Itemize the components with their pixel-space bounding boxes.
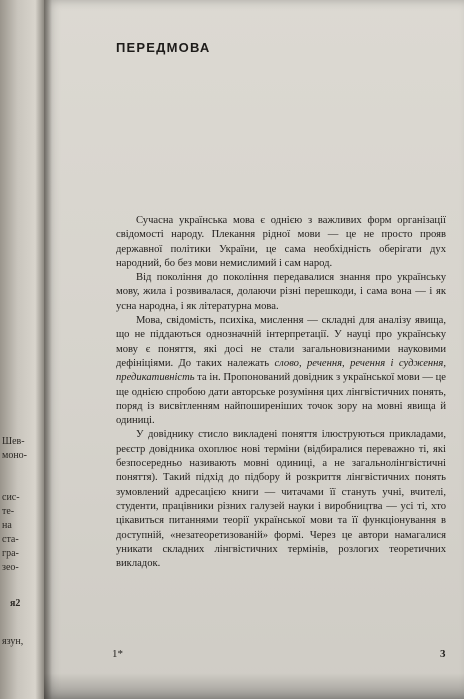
book-page <box>44 0 464 699</box>
page-number: 3 <box>440 648 446 660</box>
body-text <box>116 214 446 571</box>
paragraph: Сучасна українська мова є однією з важливих форм організації свідомості народу. Плекання рідної мови — це не просто прояв державної політики України, це сама необхідність оберігати дух народний, бо без мови немислимий і сам народ. <box>116 215 446 269</box>
left-fragment: моно- <box>2 450 28 461</box>
page-gutter-shadow <box>44 0 52 699</box>
left-fragment: зео- <box>2 562 19 573</box>
paragraph: У довіднику стисло викладені поняття ілюструються прикладами, реєстр довідника охоплює нові терміни (відбиралися переважно ті, які безпосередньо називають мовні одиниці, а не загальнолінгвістичні поняття). Такий підхід до підбору й розкриття лінгвістичних понять зумовлений адресацією книги — читачами її стануть учні, вчителі, студенти, працівники різних галузей науки і виробництва — усі ті, хто цікавиться питаннями теорії української мови та її функціонування в доступній, «незатеоретизованій» формі. Через це автори намагалися уникати складних лінгвістичних термінів, розлогих теоретичних викладок. <box>116 429 446 570</box>
page-title: ПЕРЕДМОВА <box>116 40 211 55</box>
left-fragment: ста- <box>2 534 19 545</box>
left-fragment: на <box>2 520 12 531</box>
left-fragment: гра- <box>2 548 19 559</box>
left-fragment: сис- <box>2 492 20 503</box>
paragraph: Мова, свідомість, психіка, мислення — складні для аналізу явища, що не піддаються однозначній інтерпретації. У науці про українську мову є поняття, які досі не стали загальновизнаними науковими дефініціями. До таких належать слово, речення, речення і судження, предикативність та ін. Пропонований довідник з української мови — це ще однією спробою дати авторське розуміння цих лінгвістичних понять, поряд із висвітленням найпоширеніших точок зору на мовні явища й одиниці. <box>116 315 446 427</box>
left-page-edge <box>0 0 44 699</box>
page-bottom-shadow <box>44 673 464 699</box>
left-fragment: я2 <box>10 598 21 609</box>
printer-signature: 1* <box>112 648 123 660</box>
left-fragment: те- <box>2 506 15 517</box>
left-fragment: язун, <box>2 636 24 647</box>
paragraph: Від покоління до покоління передавалися знання про українську мову, жила і розвивалася, долаючи різні перешкоди, і сама вона — і як усна народна, і як літературна мова. <box>116 272 446 312</box>
italic-terms: слово, речення, речення і судження, предикативність <box>116 357 446 384</box>
left-fragment: Шев- <box>2 436 25 447</box>
